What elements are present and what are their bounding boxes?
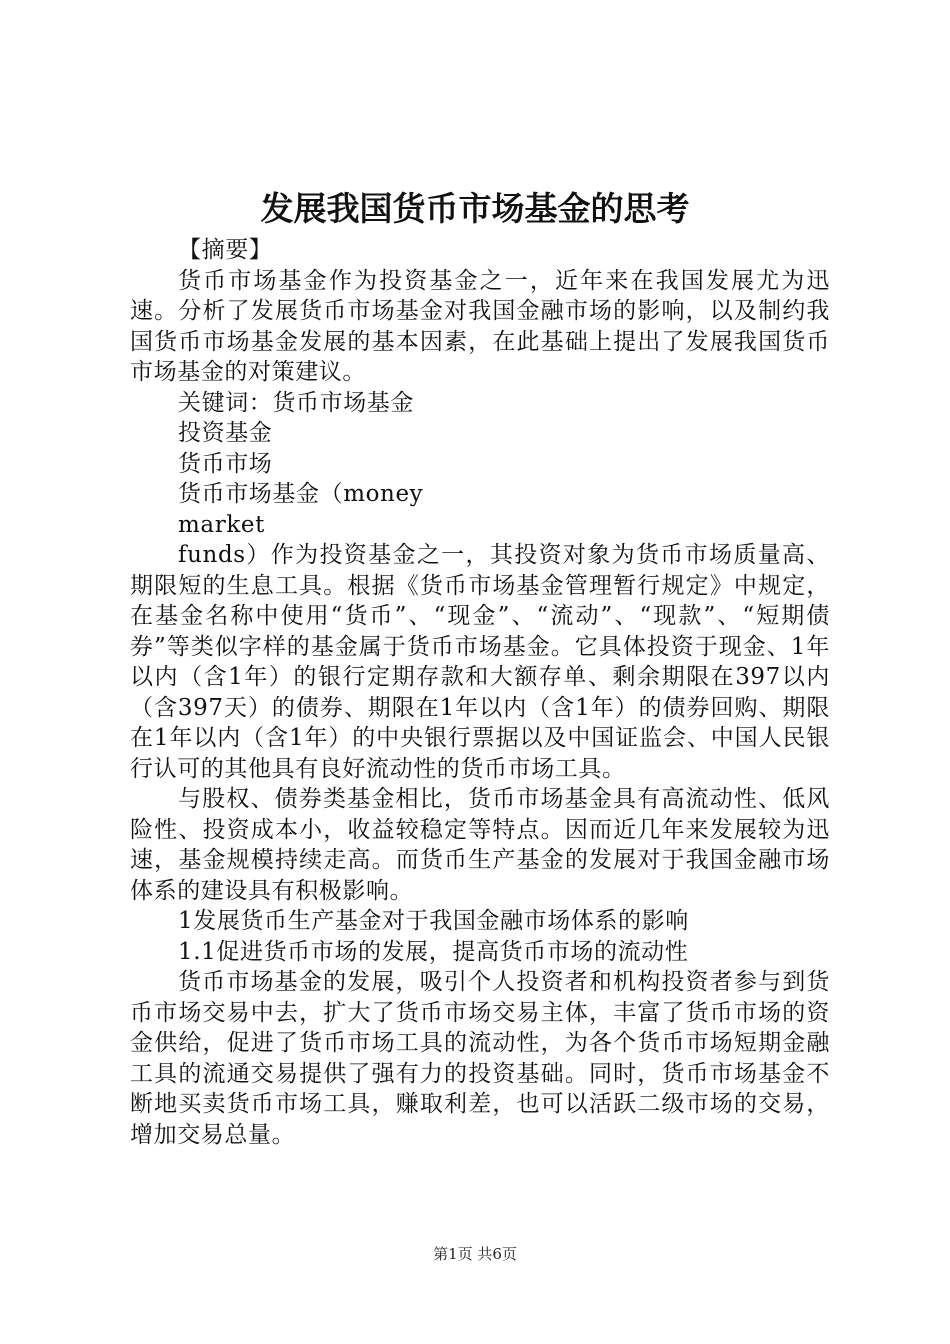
abstract-paragraph: 货币市场基金作为投资基金之一，近年来在我国发展尤为迅速。分析了发展货币市场基金对我国金融市场的影响，以及制约我国货币市场基金发展的基本因素，在此基础上提出了发展我国货币市场基金的对策建议。 (130, 267, 830, 385)
keywords-line: 关键词：货币市场基金 (178, 389, 414, 416)
abstract-heading: 【摘要】 (178, 237, 273, 263)
body-paragraph: market (178, 511, 265, 538)
document-title: 发展我国货币市场基金的思考 (260, 189, 690, 228)
keyword-item: 货币市场 (178, 450, 273, 477)
body-paragraph: 货币市场基金的发展，吸引个人投资者和机构投资者参与到货币市场交易中去，扩大了货币市场交易主体，丰富了货币市场的资金供给，促进了货币市场工具的流动性，为各个货币市场短期金融工具的流通交易提供了强有力的投资基础。同时，货币市场基金不断地买卖货币市场工具，赚取利差，也可以活跃二级市场的交易，增加交易总量。 (130, 969, 830, 1148)
document-body (130, 235, 830, 1150)
subsection-heading: 1.1促进货币市场的发展，提高货币市场的流动性 (178, 938, 689, 965)
body-paragraph: 货币市场基金（money (178, 481, 424, 507)
section-heading: 1发展货币生产基金对于我国金融市场体系的影响 (178, 908, 689, 934)
page-footer: 第1页 共6页 (433, 1245, 517, 1263)
body-paragraph: 与股权、债券类基金相比，货币市场基金具有高流动性、低风险性、投资成本小，收益较稳定等特点。因而近几年来发展较为迅速，基金规模持续走高。而货币生产基金的发展对于我国金融市场体系的建设具有积极影响。 (130, 786, 830, 904)
body-paragraph: funds）作为投资基金之一，其投资对象为货币市场质量高、期限短的生息工具。根据《货币市场基金管理暂行规定》中规定，在基金名称中使用“货币”、“现金”、“流动”、“现款”、“短期债券”等类似字样的基金属于货币市场基金。它具体投资于现金、1年以内（含1年）的银行定期存款和大额存单、剩余期限在397以内（含397天）的债券、期限在1年以内（含1年）的债券回购、期限在1年以内（含1年）的中央银行票据以及中国证监会、中国人民银行认可的其他具有良好流动性的货币市场工具。 (130, 542, 830, 782)
keyword-item: 投资基金 (178, 420, 273, 446)
